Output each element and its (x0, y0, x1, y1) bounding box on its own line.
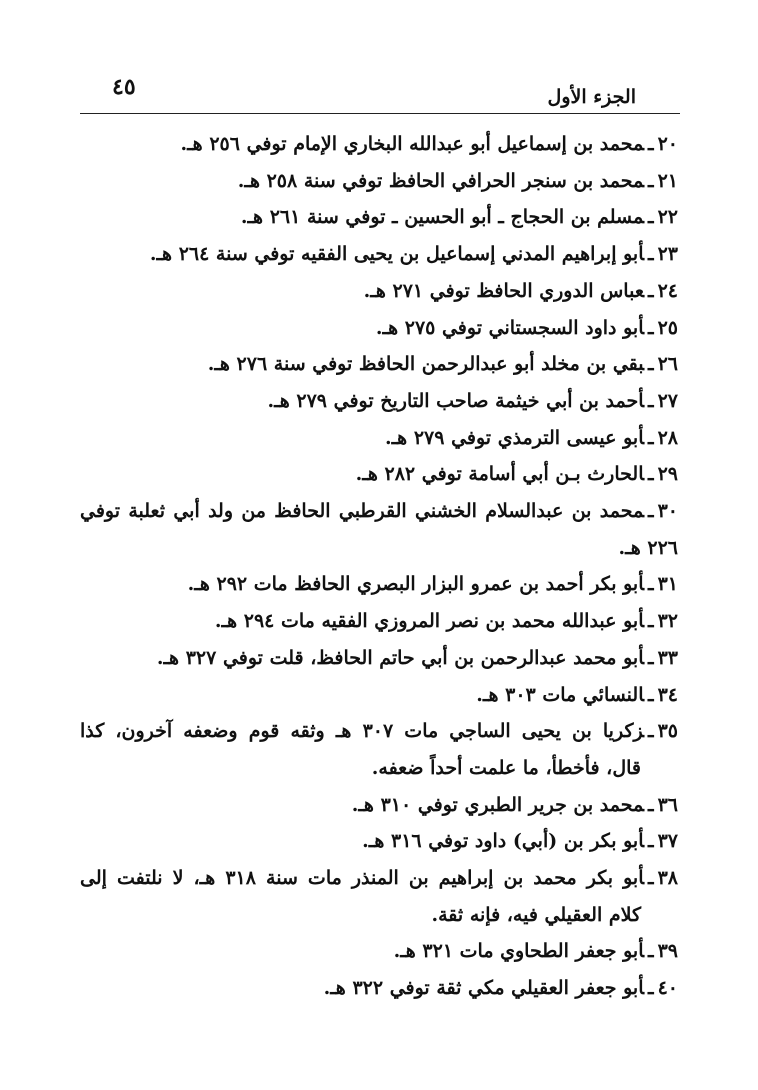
entry-text: أبو جعفر العقيلي مكي ثقة توفي ٣٢٢ هـ. (323, 977, 644, 1000)
entry-number: ٣٢ (657, 610, 678, 633)
entry-number: ٢٨ (657, 426, 678, 449)
list-item (80, 493, 678, 530)
page-number: ٤٥ (112, 74, 136, 100)
entry-text: الحارث بـن أبي أسامة توفي ٢٨٢ هـ. (355, 463, 644, 486)
entry-text: مسلم بن الحجاج ـ أبو الحسين ـ توفي سنة ٢٦١ هـ. (240, 206, 644, 229)
entry-dash: ـ (648, 463, 654, 486)
entry-text: محمد بن عبدالسلام الخشني القرطبي الحافظ من ولد أبي ثعلبة توفي (80, 500, 644, 523)
entry-text: بقي بن مخلد أبو عبدالرحمن الحافظ توفي سنة ٢٧٦ هـ. (207, 353, 644, 376)
entry-text: أبو بكر بن (أبي) داود توفي ٣١٦ هـ. (362, 830, 644, 853)
entry-text: أبو عيسى الترمذي توفي ٢٧٩ هـ. (385, 426, 644, 449)
entry-dash: ـ (648, 243, 654, 266)
entry-text: أبو محمد عبدالرحمن بن أبي حاتم الحافظ، قلت توفي ٣٢٧ هـ. (156, 646, 644, 669)
entry-number: ٤٠ (657, 977, 678, 1000)
list-item (80, 823, 678, 860)
entry-dash: ـ (648, 426, 654, 449)
list-item (80, 677, 678, 714)
list-item (80, 199, 678, 236)
entry-dash: ـ (648, 683, 654, 706)
entry-number: ٣٨ (657, 867, 678, 890)
list-item (80, 787, 678, 824)
entry-text: محمد بن جرير الطبري توفي ٣١٠ هـ. (351, 793, 644, 816)
entry-dash: ـ (648, 867, 654, 890)
list-item (80, 456, 678, 493)
entry-number: ٢٦ (657, 353, 678, 376)
entry-dash: ـ (648, 793, 654, 816)
entry-number: ٣٦ (657, 793, 678, 816)
entry-number: ٢٢ (657, 206, 678, 229)
entry-number: ٢٧ (657, 389, 678, 412)
list-item (80, 933, 678, 970)
entry-text: محمد بن إسماعيل أبو عبدالله البخاري الإمام توفي ٢٥٦ هـ. (180, 133, 644, 155)
entry-dash: ـ (648, 169, 654, 192)
entry-text: عباس الدوري الحافظ توفي ٢٧١ هـ. (363, 279, 644, 302)
entry-number: ٢٣ (657, 243, 678, 266)
list-item (80, 346, 678, 383)
entry-number: ٢٤ (657, 279, 678, 302)
entry-dash: ـ (648, 500, 654, 523)
entry-continuation-text: ٢٢٦ هـ. (618, 536, 678, 559)
entry-dash: ـ (648, 353, 654, 376)
entry-text: أبو بكر محمد بن إبراهيم بن المنذر مات سنة ٣١٨ هـ، لا نلتفت إلى (80, 867, 644, 890)
entry-dash: ـ (648, 940, 654, 963)
entry-number: ٣١ (657, 573, 678, 596)
entry-dash: ـ (648, 610, 654, 633)
entry-dash: ـ (648, 830, 654, 853)
running-head: الجزء الأول (547, 86, 636, 108)
entry-continuation-text: كلام العقيلي فيه، فإنه ثقة. (431, 903, 641, 926)
list-item (80, 640, 678, 677)
entry-continuation (80, 750, 678, 787)
narrator-list (80, 126, 678, 1007)
entry-dash: ـ (648, 133, 654, 155)
entry-text: أبو إبراهيم المدني إسماعيل بن يحيى الفقيه توفي سنة ٢٦٤ هـ. (149, 243, 644, 266)
list-item (80, 126, 678, 163)
entry-text: محمد بن سنجر الحرافي الحافظ توفي سنة ٢٥٨ هـ. (237, 169, 644, 192)
list-item (80, 236, 678, 273)
entry-dash: ـ (648, 977, 654, 1000)
entry-text: أحمد بن أبي خيثمة صاحب التاريخ توفي ٢٧٩ هـ. (267, 389, 644, 412)
entry-number: ٣٩ (657, 940, 678, 963)
entry-dash: ـ (648, 573, 654, 596)
entry-text: أبو عبدالله محمد بن نصر المروزي الفقيه مات ٢٩٤ هـ. (214, 610, 644, 633)
entry-number: ٢٥ (657, 316, 678, 339)
entry-text: زكريا بن يحيى الساجي مات ٣٠٧ هـ وثقه قوم وضعفه آخرون، كذا (80, 720, 644, 743)
entry-dash: ـ (648, 206, 654, 229)
list-item (80, 603, 678, 640)
header-rule (80, 113, 680, 114)
list-item (80, 860, 678, 897)
entry-number: ٣٥ (657, 720, 678, 743)
entry-continuation-text: قال، فأخطأ، ما علمت أحداً ضعفه. (371, 756, 641, 779)
entry-number: ٢٠ (657, 133, 678, 155)
list-item (80, 310, 678, 347)
entry-number: ٢١ (657, 169, 678, 192)
list-item (80, 383, 678, 420)
entry-dash: ـ (648, 646, 654, 669)
entry-number: ٣٤ (657, 683, 678, 706)
list-item (80, 420, 678, 457)
entry-number: ٣٠ (657, 500, 678, 523)
list-item (80, 713, 678, 750)
list-item (80, 970, 678, 1007)
list-item (80, 163, 678, 200)
entry-continuation (80, 530, 678, 567)
entry-number: ٣٧ (657, 830, 678, 853)
entry-text: النسائي مات ٣٠٣ هـ. (476, 683, 644, 706)
entry-text: أبو جعفر الطحاوي مات ٣٢١ هـ. (393, 940, 644, 963)
entry-text: أبو داود السجستاني توفي ٢٧٥ هـ. (375, 316, 644, 339)
entry-text: أبو بكر أحمد بن عمرو البزار البصري الحافظ مات ٢٩٢ هـ. (187, 573, 644, 596)
list-item (80, 273, 678, 310)
entry-continuation (80, 897, 678, 934)
entry-dash: ـ (648, 279, 654, 302)
entry-dash: ـ (648, 316, 654, 339)
entry-dash: ـ (648, 389, 654, 412)
entry-dash: ـ (648, 720, 654, 743)
entry-number: ٢٩ (657, 463, 678, 486)
entry-number: ٣٣ (657, 646, 678, 669)
list-item (80, 566, 678, 603)
